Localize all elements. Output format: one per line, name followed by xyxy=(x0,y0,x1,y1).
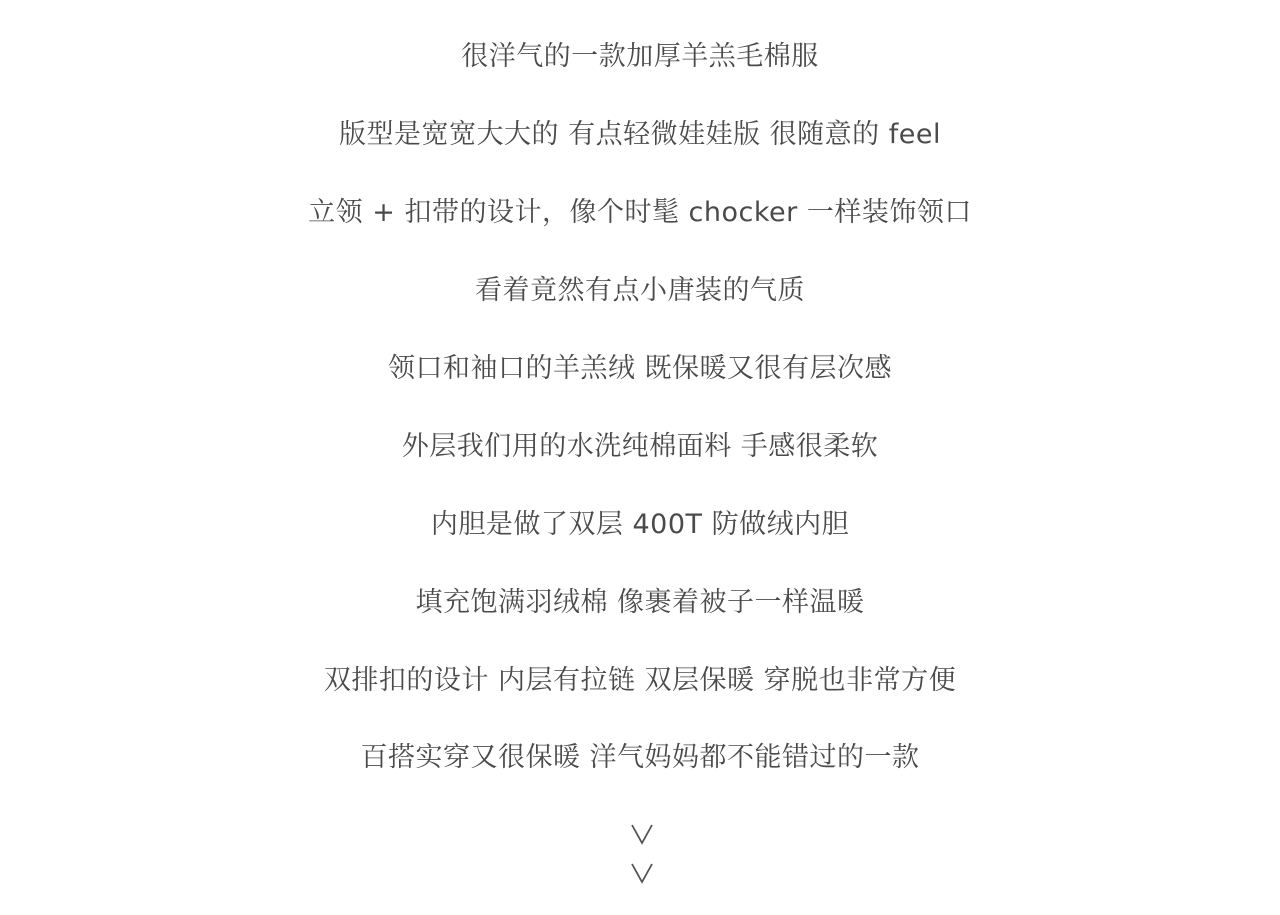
description-line-1: 很洋气的一款加厚羊羔毛棉服 xyxy=(461,41,819,72)
description-line-9: 双排扣的设计 内层有拉链 双层保暖 穿脱也非常方便 xyxy=(323,665,957,696)
description-line-10: 百搭实穿又很保暖 洋气妈妈都不能错过的一款 xyxy=(360,742,920,773)
description-line-5: 领口和袖口的羊羔绒 既保暖又很有层次感 xyxy=(387,353,893,384)
description-line-2: 版型是宽宽大大的 有点轻微娃娃版 很随意的 feel xyxy=(339,119,941,150)
description-line-6: 外层我们用的水洗纯棉面料 手感很柔软 xyxy=(401,431,879,462)
description-line-3: 立领 + 扣带的设计，像个时髦 chocker 一样装饰领口 xyxy=(308,197,972,228)
chevron-down-icon xyxy=(622,862,662,884)
description-line-4: 看着竟然有点小唐装的气质 xyxy=(475,275,805,306)
chevron-down-icon xyxy=(622,823,662,845)
description-line-8: 填充饱满羽绒棉 像裹着被子一样温暖 xyxy=(415,587,865,618)
description-line-7: 内胆是做了双层 400T 防做绒内胆 xyxy=(430,509,850,540)
